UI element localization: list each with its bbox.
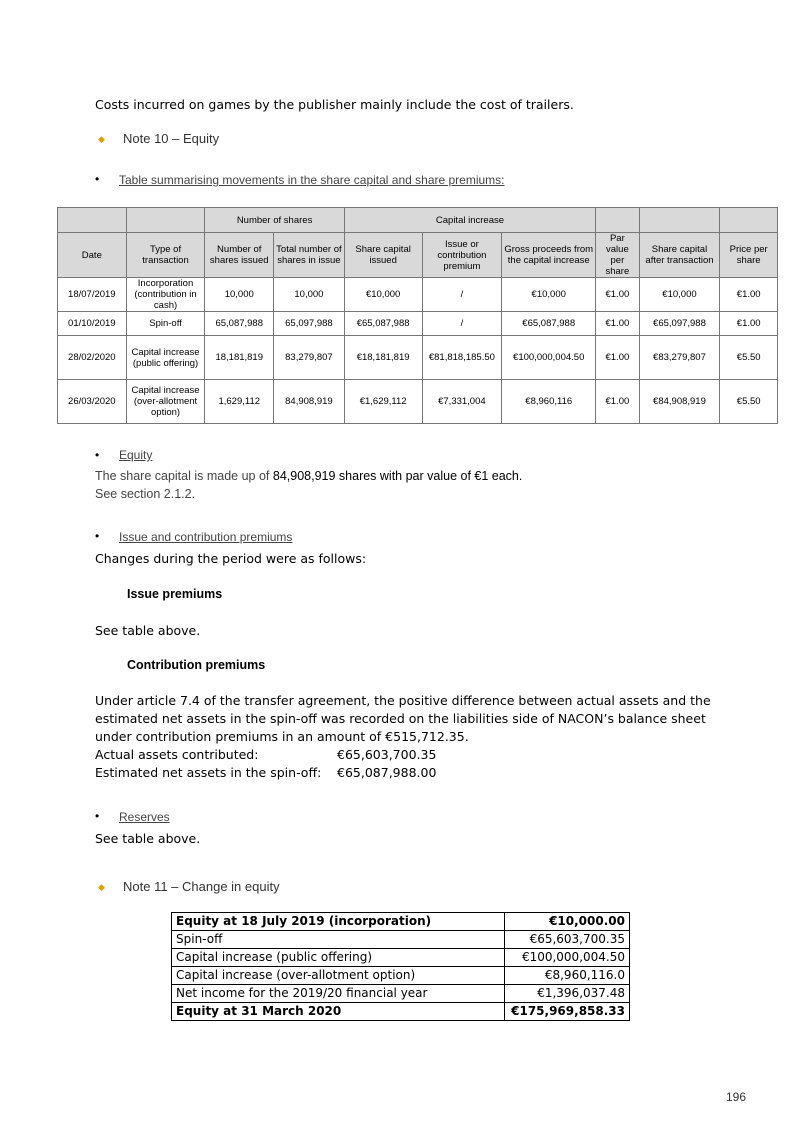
table-row: [172, 967, 630, 985]
column-header: Number of shares issued: [205, 233, 274, 278]
equity-label: Equity: [119, 448, 153, 462]
table-cell: 10,000: [274, 278, 345, 312]
equity-line-1-part-a: The share capital is made up of: [95, 469, 273, 483]
column-header: Gross proceeds from the capital increase: [502, 233, 596, 278]
diamond-bullet-icon: ◆: [98, 882, 105, 892]
table-cell: 84,908,919: [274, 380, 345, 424]
equity-row-label: Net income for the 2019/20 financial year: [172, 985, 505, 1003]
table-cell: 28/02/2020: [58, 336, 127, 380]
equity-row-label: Equity at 31 March 2020: [172, 1003, 505, 1021]
bullet-icon: •: [95, 809, 100, 823]
table-cell: 26/03/2020: [58, 380, 127, 424]
actual-assets-label: Actual assets contributed:: [95, 747, 259, 762]
table-cell: €1.00: [720, 312, 778, 336]
table-cell: 1,629,112: [205, 380, 274, 424]
equity-row-amount: €65,603,700.35: [505, 931, 630, 949]
table-cell: €18,181,819: [344, 336, 422, 380]
table-cell: €1.00: [596, 278, 639, 312]
table-cell: 83,279,807: [274, 336, 345, 380]
column-header: Date: [58, 233, 127, 278]
empty-header-cell: [596, 208, 639, 233]
bullet-icon: •: [95, 172, 100, 186]
table-cell: 10,000: [205, 278, 274, 312]
group-header-number-of-shares: Number of shares: [205, 208, 344, 233]
table-cell: €1.00: [596, 380, 639, 424]
premiums-label: Issue and contribution premiums: [119, 530, 293, 544]
table-cell: Spin-off: [126, 312, 205, 336]
table-cell: €81,818,185.50: [422, 336, 502, 380]
equity-row-amount: €8,960,116.0: [505, 967, 630, 985]
table-cell: €1.00: [596, 312, 639, 336]
empty-header-cell: [58, 208, 127, 233]
table-row: [58, 278, 778, 312]
premiums-intro: Changes during the period were as follows:: [95, 551, 367, 566]
equity-row-amount: €100,000,004.50: [505, 949, 630, 967]
contribution-paragraph-line: estimated net assets in the spin-off was recorded on the liabilities side of NACON’s balance sheet: [95, 711, 706, 726]
column-header: Share capital issued: [344, 233, 422, 278]
empty-header-cell: [720, 208, 778, 233]
issue-premiums-heading: Issue premiums: [127, 587, 223, 601]
table-cell: Capital increase (over-allotment option): [126, 380, 205, 424]
equity-row-amount: €1,396,037.48: [505, 985, 630, 1003]
table-row: [172, 913, 630, 931]
equity-row-label: Capital increase (public offering): [172, 949, 505, 967]
equity-line-1: [95, 469, 522, 483]
table-row: [58, 336, 778, 380]
equity-row-label: Spin-off: [172, 931, 505, 949]
contribution-premiums-heading: Contribution premiums: [127, 658, 266, 672]
table-row: [58, 380, 778, 424]
column-header: Issue or contribution premium: [422, 233, 502, 278]
empty-header-cell: [126, 208, 205, 233]
column-header: Type of transaction: [126, 233, 205, 278]
group-header-row: [58, 208, 778, 233]
change-in-equity-table: [171, 912, 630, 1021]
intro-text: Costs incurred on games by the publisher mainly include the cost of trailers.: [95, 97, 574, 112]
equity-line-2: See section 2.1.2.: [95, 487, 196, 501]
table-cell: €1.00: [720, 278, 778, 312]
issue-premiums-text: See table above.: [95, 623, 201, 638]
estimated-assets-label: Estimated net assets in the spin-off:: [95, 765, 322, 780]
contribution-paragraph-line: Under article 7.4 of the transfer agreement, the positive difference between actual assets and the: [95, 693, 711, 708]
actual-assets-value: €65,603,700.35: [337, 747, 437, 762]
table-cell: 18,181,819: [205, 336, 274, 380]
equity-row-amount: €175,969,858.33: [505, 1003, 630, 1021]
table-cell: €7,331,004: [422, 380, 502, 424]
table-row: [172, 985, 630, 1003]
note-10-heading: Note 10 – Equity: [123, 131, 220, 146]
table-row: [58, 312, 778, 336]
equity-row-label: Capital increase (over-allotment option): [172, 967, 505, 985]
empty-header-cell: [639, 208, 720, 233]
table-cell: 65,087,988: [205, 312, 274, 336]
table-cell: Capital increase (public offering): [126, 336, 205, 380]
table-cell: 65,097,988: [274, 312, 345, 336]
column-header: Par value per share: [596, 233, 639, 278]
table-cell: Incorporation (contribution in cash): [126, 278, 205, 312]
table-cell: /: [422, 312, 502, 336]
table-cell: €65,097,988: [639, 312, 720, 336]
table-row: [172, 931, 630, 949]
table-cell: €1.00: [596, 336, 639, 380]
column-header-row: [58, 233, 778, 278]
equity-row-amount: €10,000.00: [505, 913, 630, 931]
table-caption: Table summarising movements in the share capital and share premiums:: [119, 173, 505, 187]
equity-line-1-part-b: 84,908,919 shares with par value of €1 each.: [272, 469, 523, 483]
group-header-capital-increase: Capital increase: [344, 208, 595, 233]
table-row: [172, 949, 630, 967]
table-row: [172, 1003, 630, 1021]
table-cell: €10,000: [502, 278, 596, 312]
reserves-text: See table above.: [95, 831, 201, 846]
column-header: Price per share: [720, 233, 778, 278]
table-cell: €65,087,988: [502, 312, 596, 336]
table-cell: /: [422, 278, 502, 312]
table-cell: €10,000: [639, 278, 720, 312]
estimated-assets-value: €65,087,988.00: [337, 765, 437, 780]
table-cell: €84,908,919: [639, 380, 720, 424]
share-capital-movements-table: [57, 207, 778, 424]
bullet-icon: •: [95, 448, 100, 462]
diamond-bullet-icon: ◆: [98, 134, 105, 144]
table-cell: €83,279,807: [639, 336, 720, 380]
table-cell: €5.50: [720, 380, 778, 424]
page-number: 196: [726, 1090, 747, 1104]
column-header: Share capital after transaction: [639, 233, 720, 278]
note-11-heading: Note 11 – Change in equity: [123, 879, 280, 894]
table-cell: 18/07/2019: [58, 278, 127, 312]
table-cell: €8,960,116: [502, 380, 596, 424]
reserves-label: Reserves: [119, 810, 170, 824]
table-cell: €65,087,988: [344, 312, 422, 336]
table-cell: 01/10/2019: [58, 312, 127, 336]
table-cell: €1,629,112: [344, 380, 422, 424]
column-header: Total number of shares in issue: [274, 233, 345, 278]
table-cell: €100,000,004.50: [502, 336, 596, 380]
contribution-paragraph-line: under contribution premiums in an amount of €515,712.35.: [95, 729, 469, 744]
table-cell: €10,000: [344, 278, 422, 312]
table-cell: €5.50: [720, 336, 778, 380]
equity-row-label: Equity at 18 July 2019 (incorporation): [172, 913, 505, 931]
bullet-icon: •: [95, 529, 100, 543]
